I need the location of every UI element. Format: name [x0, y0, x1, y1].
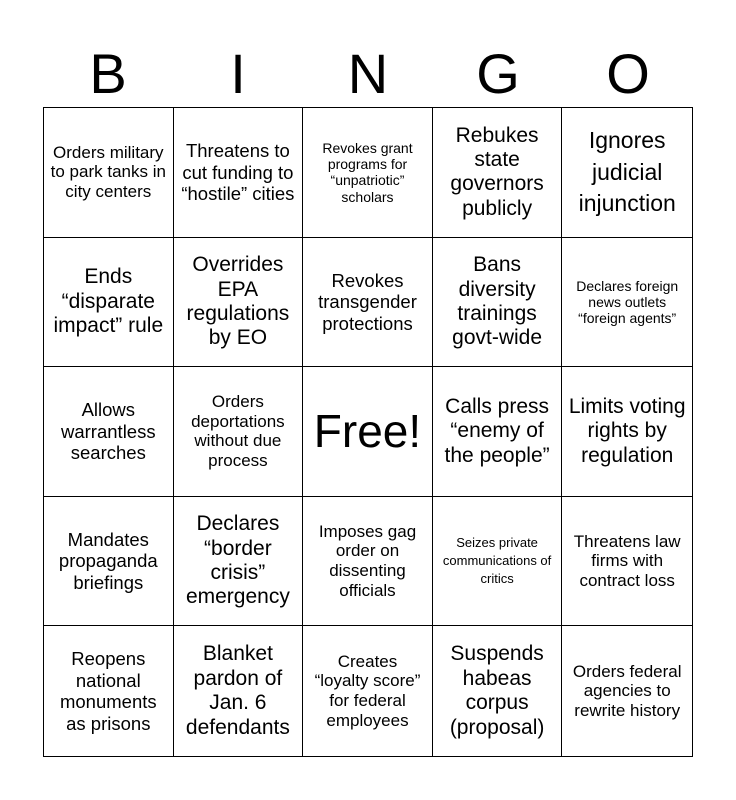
bingo-cell[interactable] — [44, 108, 174, 238]
cell-label: Declares “border crisis” emergency — [185, 512, 290, 609]
cell-label: Blanket pardon of Jan. 6 defendants — [185, 642, 290, 739]
cell-label: Ends “disparate impact” rule — [53, 265, 164, 338]
header-letter-o: O — [606, 42, 650, 105]
header-letter-i: I — [230, 42, 246, 105]
bingo-cell[interactable] — [174, 497, 304, 627]
bingo-cell[interactable] — [303, 238, 433, 368]
cell-label: Creates “loyalty score” for federal employees — [314, 651, 421, 730]
bingo-cell[interactable] — [433, 497, 563, 627]
cell-label: Rebukes state governors publicly — [450, 123, 544, 220]
bingo-board — [43, 107, 693, 757]
bingo-cell[interactable] — [562, 238, 692, 368]
cell-label: Bans diversity trainings govt-wide — [452, 253, 543, 350]
bingo-cell[interactable] — [303, 497, 433, 627]
bingo-cell[interactable] — [174, 367, 304, 497]
bingo-cell[interactable] — [433, 626, 563, 756]
cell-label: Mandates propaganda briefings — [58, 528, 158, 593]
cell-label: Threatens to cut funding to “hostile” cities — [181, 140, 295, 205]
bingo-cell[interactable] — [303, 626, 433, 756]
cell-label: Orders military to park tanks in city centers — [50, 142, 166, 202]
cell-label: Limits voting rights by regulation — [568, 394, 686, 467]
bingo-cell[interactable] — [562, 367, 692, 497]
free-space[interactable] — [303, 367, 433, 497]
cell-label: Orders federal agencies to rewrite history — [572, 661, 682, 721]
cell-label: Orders deportations without due process — [191, 392, 285, 471]
bingo-cell[interactable] — [562, 108, 692, 238]
bingo-cell[interactable] — [433, 238, 563, 368]
cell-label: Seizes private communications of critics — [442, 534, 552, 587]
cell-label: Allows warrantless searches — [61, 399, 156, 464]
header-letter-n: N — [347, 42, 389, 105]
cell-label: Calls press “enemy of the people” — [444, 394, 550, 467]
cell-label: Threatens law firms with contract loss — [573, 531, 681, 590]
free-space-label: Free! — [313, 404, 422, 457]
cell-label: Overrides EPA regulations by EO — [186, 253, 290, 350]
bingo-cell[interactable] — [174, 238, 304, 368]
bingo-cell[interactable] — [433, 367, 563, 497]
bingo-cell[interactable] — [433, 108, 563, 238]
cell-label: Revokes transgender protections — [318, 269, 417, 334]
bingo-cell[interactable] — [44, 626, 174, 756]
cell-label: Reopens national monuments as prisons — [59, 648, 157, 734]
bingo-header — [43, 40, 693, 108]
cell-label: Declares foreign news outlets “foreign agents” — [576, 277, 679, 326]
bingo-cell[interactable] — [562, 626, 692, 756]
cell-label: Ignores judicial injunction — [578, 127, 676, 216]
cell-label: Imposes gag order on dissenting officials — [318, 521, 417, 600]
bingo-cell[interactable] — [303, 108, 433, 238]
bingo-cell[interactable] — [44, 367, 174, 497]
bingo-cell[interactable] — [174, 108, 304, 238]
bingo-cell[interactable] — [174, 626, 304, 756]
header-letter-b: B — [89, 42, 127, 105]
cell-label: Revokes grant programs for “unpatriotic” scholars — [322, 139, 413, 205]
bingo-cell[interactable] — [44, 238, 174, 368]
bingo-cell[interactable] — [44, 497, 174, 627]
bingo-cell[interactable] — [562, 497, 692, 627]
header-letter-g: G — [476, 42, 520, 105]
cell-label: Suspends habeas corpus (proposal) — [449, 642, 545, 739]
